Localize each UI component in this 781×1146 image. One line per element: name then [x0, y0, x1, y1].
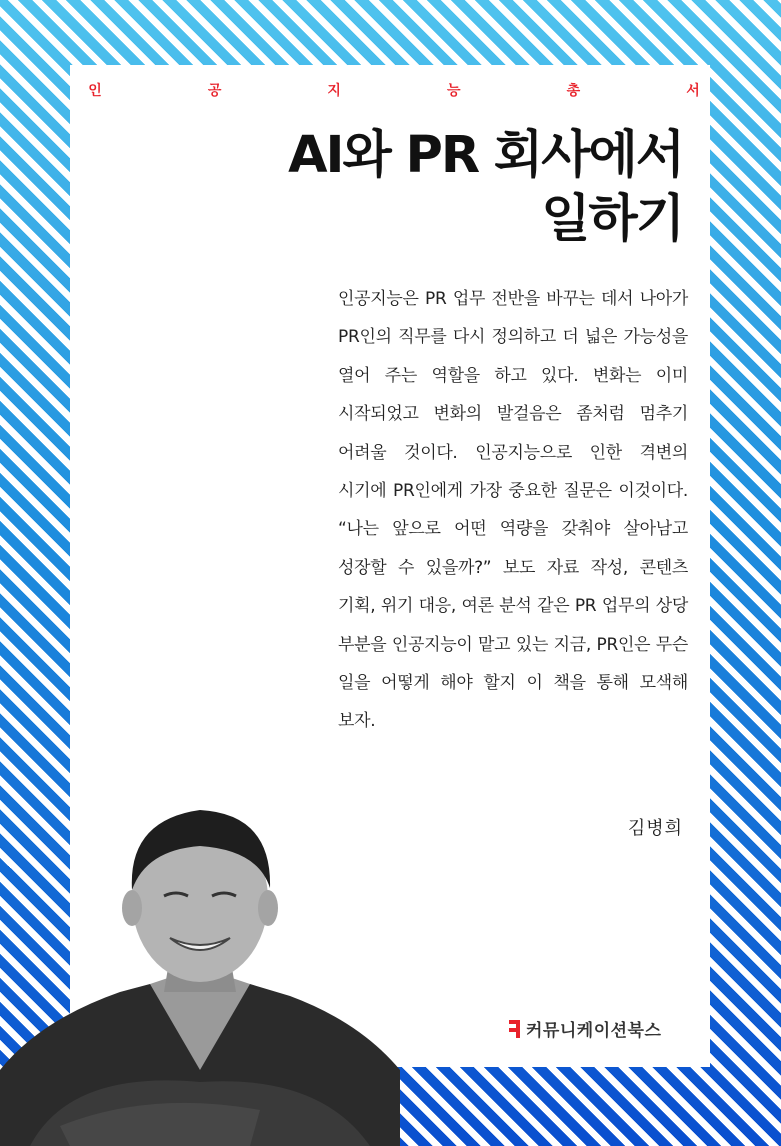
series-char: 서	[686, 83, 700, 99]
series-label	[88, 80, 700, 100]
series-char: 지	[327, 83, 341, 99]
title-line-1: AI와 PR 회사에서	[288, 126, 683, 185]
publisher-logo-icon	[508, 1018, 522, 1040]
author-name: 김병희	[627, 818, 683, 839]
publisher-name: 커뮤니케이션북스	[526, 1021, 662, 1041]
series-char: 인	[88, 83, 102, 99]
series-char: 능	[447, 83, 461, 99]
series-char: 총	[566, 83, 581, 99]
author-portrait-photo	[0, 770, 400, 1146]
book-blurb: 인공지능은 PR 업무 전반을 바꾸는 데서 나아가 PR인의 직무를 다시 정의하고 더 넓은 가능성을 열어 주는 역할을 하고 있다. 변화는 이미 시작되었고 변화의 발걸음은 좀처럼 멈추기 어려울 것이다. 인공지능으로 인한 격변의 시기에 PR인에게 가장 중요한 질문은 이것이다. “나는 앞으로 어떤 역량을 갖춰야 살아남고 성장할 수 있을까?” 보도 자료 작성, 콘텐츠 기획, 위기 대응, 여론 분석 같은 PR 업무의 상당 부분을 인공지능이 맡고 있는 지금, PR인은 무슨 일을 어떻게 해야 할지 이 책을 통해 모색해 보자.	[338, 289, 688, 732]
publisher-mark	[508, 1016, 661, 1041]
book-title	[123, 124, 683, 252]
title-line-2: 일하기	[541, 190, 683, 249]
series-char: 공	[207, 83, 222, 99]
